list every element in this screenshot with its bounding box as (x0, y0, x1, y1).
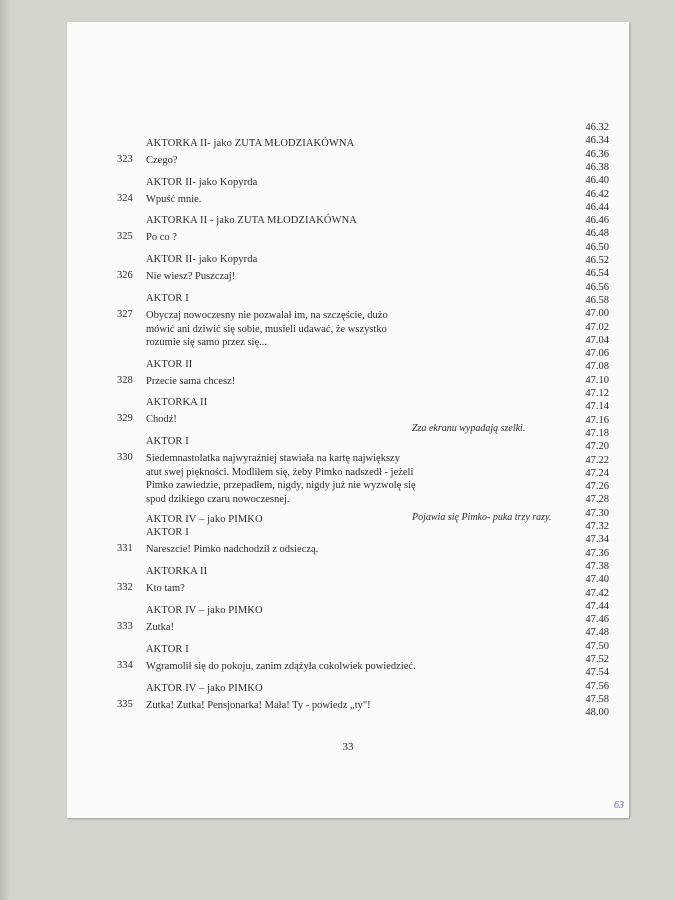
speaker-name: AKTOR II- jako Kopyrda (146, 254, 258, 265)
speaker-name: AKTORKA II - jako ZUTA MŁODZIAKÓWNA (146, 215, 357, 226)
timecode: 47.22 (585, 454, 609, 466)
line-number: 325 (117, 231, 133, 242)
timecode: 47.48 (585, 627, 609, 639)
timecode: 47.04 (585, 334, 609, 346)
timecode: 47.16 (585, 414, 609, 426)
timecode: 47.08 (585, 361, 609, 373)
timecode: 46.48 (585, 228, 609, 240)
dialogue-line: atut swej piękności. Modliłem się, żeby Pimko nadszedł - jeżeli (146, 466, 414, 478)
timecode: 47.18 (585, 427, 609, 439)
timecode: 46.32 (585, 122, 609, 133)
timecode: 47.00 (585, 308, 609, 320)
timecode: 47.56 (585, 680, 609, 692)
timecode: 46.46 (585, 215, 609, 227)
page-number: 33 (342, 741, 354, 753)
dialogue-line: Wgramolił się do pokoju, zanim zdążyła cokolwiek powiedzieć. (146, 661, 416, 672)
timecode: 47.54 (585, 667, 609, 679)
timecode: 47.32 (585, 521, 609, 532)
line-number: 327 (117, 309, 133, 320)
timecode: 47.50 (585, 640, 609, 652)
dialogue-line: Zutka! (146, 622, 174, 633)
dialogue-line: Wpuść mnie. (146, 194, 202, 205)
speaker-name: AKTOR IV – jako PIMKO (146, 683, 263, 694)
dialogue-line: Po co ? (146, 232, 177, 243)
dialogue-line: rozumie się samo przez się... (146, 337, 267, 348)
stage-direction: Pojawia się Pimko- puka trzy razy. (412, 512, 552, 523)
dialogue-line: Przecie sama chcesz! (146, 376, 236, 387)
timecode: 47.36 (585, 547, 609, 559)
line-number: 335 (117, 699, 133, 710)
timecode: 47.10 (585, 374, 609, 386)
line-number: 333 (117, 621, 133, 632)
timecode: 47.20 (585, 441, 609, 453)
dialogue-line: spod dzikiego czaru nowoczesnej. (146, 493, 290, 505)
dialogue-line: Nie wiesz? Puszczaj! (146, 271, 236, 282)
dialogue-line: Czego? (146, 155, 178, 166)
speaker-name: AKTOR IV – jako PIMKO (146, 605, 263, 616)
timecode: 47.52 (585, 654, 609, 665)
timecode: 48.00 (585, 707, 609, 719)
speaker-name: AKTORKA II (146, 397, 208, 408)
timecode: 47.42 (585, 587, 609, 599)
line-number: 323 (117, 154, 133, 165)
dialogue-line: Kto tam? (146, 583, 185, 594)
dialogue-line: Obyczaj nowoczesny nie pozwalał im, na szczęście, dużo (146, 310, 388, 321)
timecode: 47.28 (585, 494, 609, 506)
timecode: 47.30 (585, 507, 609, 519)
timecode: 46.36 (585, 148, 609, 160)
timecode: 47.44 (585, 600, 609, 612)
timecode: 46.40 (585, 175, 609, 187)
line-number: 332 (117, 582, 133, 593)
line-number: 330 (117, 452, 133, 463)
dialogue-line: Chodź! (146, 414, 177, 425)
dialogue-line: Zutka! Zutka! Pensjonarka! Mała! Ty - powiedz „ty"! (146, 700, 371, 711)
timecode: 47.38 (585, 560, 609, 572)
dialogue-line: Pimko zawiedzie, przepadłem, nigdy, nigdy już nie wyzwolę się (146, 480, 416, 491)
stage-direction: Zza ekranu wypadają szelki. (412, 423, 526, 434)
timecode: 46.56 (585, 281, 609, 293)
timecode: 46.38 (585, 161, 609, 173)
dialogue-line: mówić ani dziwić się sobie, musieli udawać, że wszystko (146, 323, 387, 335)
timecode: 47.26 (585, 481, 609, 493)
dialogue-line: Nareszcie! Pimko nadchodził z odsieczą. (146, 544, 319, 555)
speaker-name: AKTOR I (146, 436, 189, 447)
timecode: 46.44 (585, 201, 609, 213)
timecode: 47.06 (585, 348, 609, 360)
speaker-name: AKTORKA II- jako ZUTA MŁODZIAKÓWNA (146, 138, 355, 149)
line-number: 334 (117, 660, 133, 671)
line-number: 326 (117, 270, 133, 281)
timecode: 46.52 (585, 255, 609, 266)
dialogue-line: Siedemnastolatka najwyraźniej stawiała na kartę największy (146, 453, 400, 464)
timecode: 46.34 (585, 135, 609, 147)
line-number: 328 (117, 375, 133, 386)
speaker-name: AKTOR I (146, 644, 189, 655)
timecode: 47.46 (585, 614, 609, 626)
speaker-name: AKTOR I (146, 293, 189, 304)
timecode: 46.58 (585, 294, 609, 306)
speaker-name: AKTORKA II (146, 566, 208, 577)
timecode: 46.42 (585, 188, 609, 200)
speaker-name: AKTOR IV – jako PIMKO (146, 514, 263, 525)
document-page (67, 22, 629, 818)
timecode: 47.02 (585, 321, 609, 333)
scan-edge (0, 0, 10, 900)
speaker-name: AKTOR II- jako Kopyrda (146, 177, 258, 188)
timecode: 46.54 (585, 268, 609, 280)
timecode: 47.58 (585, 693, 609, 705)
speaker-name: AKTOR II (146, 359, 193, 370)
line-number: 331 (117, 543, 133, 554)
speaker-name: AKTOR I (146, 527, 189, 538)
timecode: 47.24 (585, 467, 609, 479)
line-number: 329 (117, 413, 133, 424)
line-number: 324 (117, 193, 133, 204)
timecode: 46.50 (585, 241, 609, 253)
timecode: 47.14 (585, 401, 609, 413)
handwritten-page-mark: 63 (614, 800, 624, 811)
timecode: 47.12 (585, 388, 609, 399)
timecode: 47.40 (585, 574, 609, 586)
timecode: 47.34 (585, 534, 609, 546)
